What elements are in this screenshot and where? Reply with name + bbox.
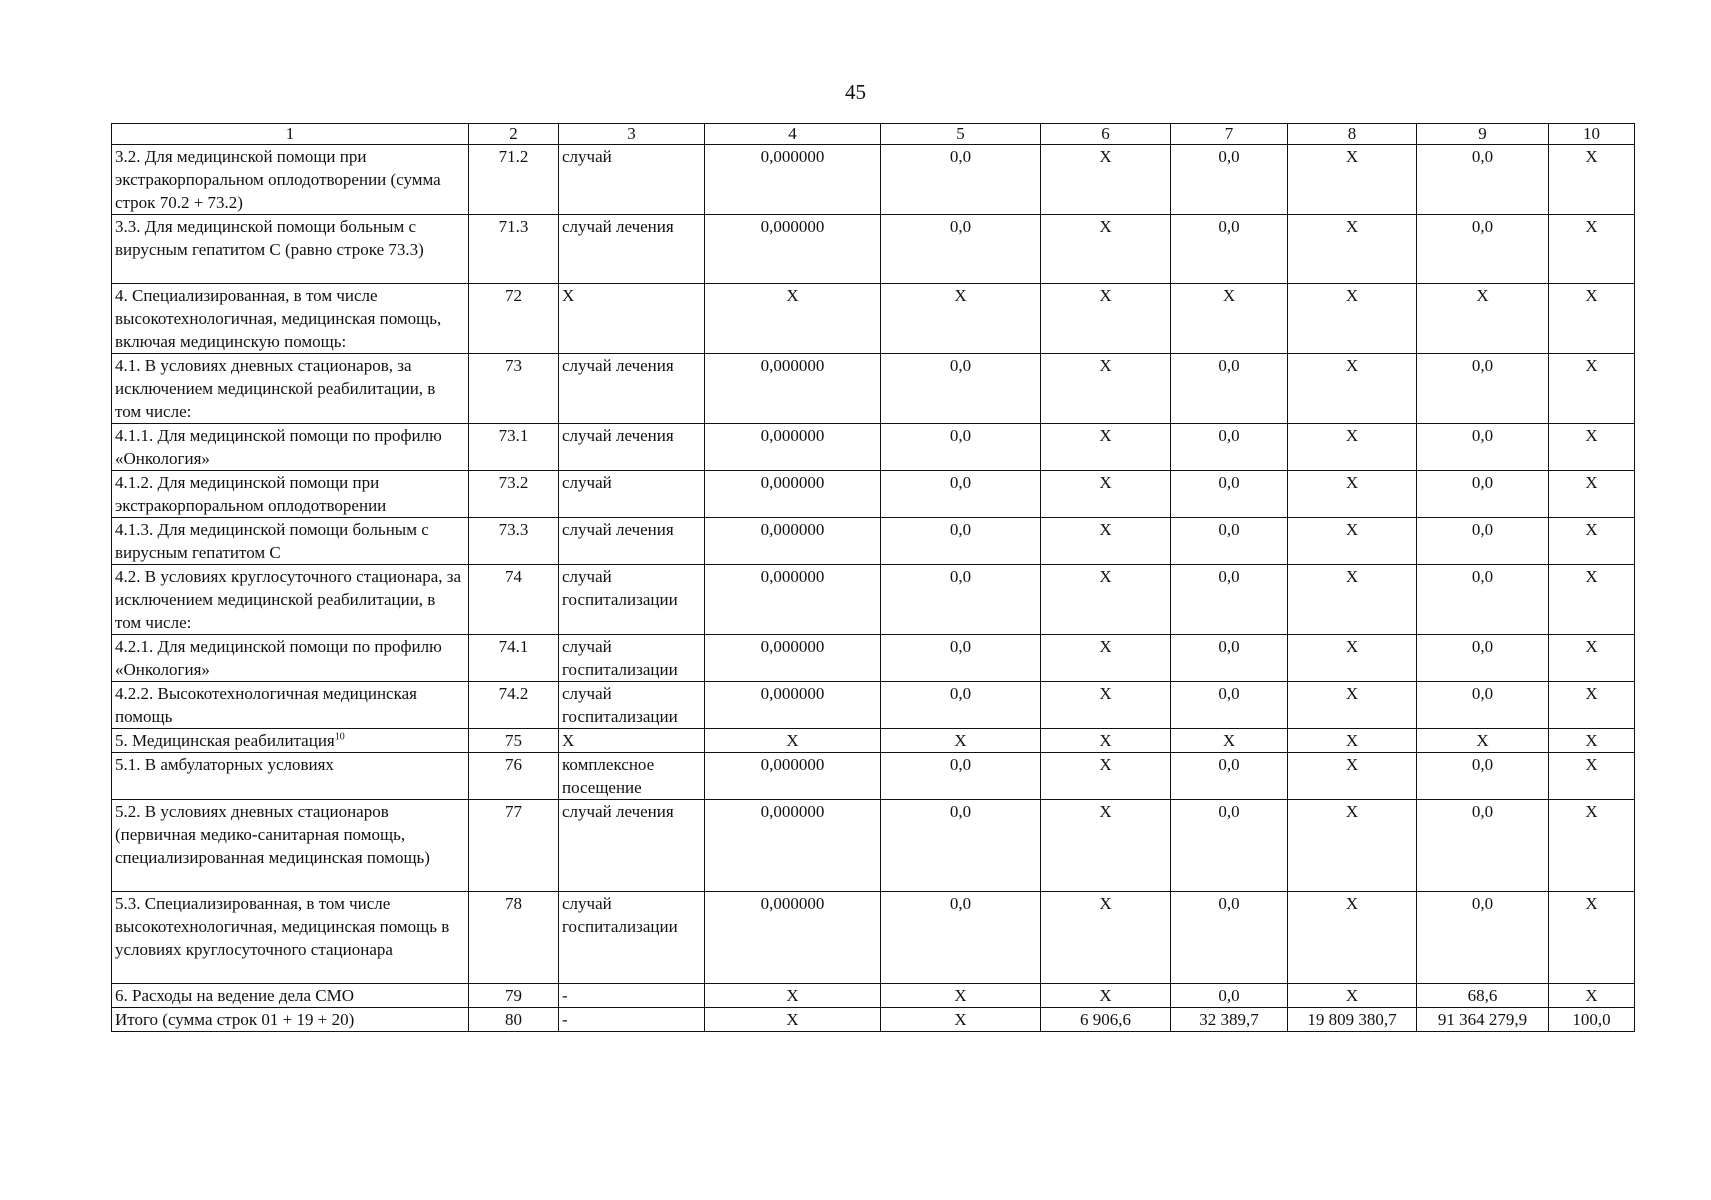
unit-cell: комплексное посещение [559, 753, 705, 800]
row-name-cell [112, 984, 469, 1008]
col7-cell: 0,0 [1171, 424, 1288, 471]
col5-cell: X [881, 1008, 1041, 1032]
col5-cell: 0,0 [881, 471, 1041, 518]
unit-cell: случай лечения [559, 518, 705, 565]
col4-cell: 0,000000 [705, 145, 881, 215]
row-name-text: 4.1.3. Для медицинской помощи больным с вирусным гепатитом С [115, 520, 429, 562]
row-number-cell: 80 [469, 1008, 559, 1032]
col10-cell: X [1549, 565, 1635, 635]
col7-cell: X [1171, 284, 1288, 354]
col5-cell: 0,0 [881, 682, 1041, 729]
col10-cell: X [1549, 729, 1635, 753]
col10-cell: X [1549, 635, 1635, 682]
col4-cell: X [705, 729, 881, 753]
col4-cell: 0,000000 [705, 424, 881, 471]
col10-cell: X [1549, 800, 1635, 892]
col9-cell: X [1417, 729, 1549, 753]
col7-cell: 0,0 [1171, 753, 1288, 800]
col8-cell: X [1288, 284, 1417, 354]
col8-cell: X [1288, 753, 1417, 800]
table-row [112, 471, 1635, 518]
table-row [112, 1008, 1635, 1032]
col8-cell: X [1288, 145, 1417, 215]
row-name-cell [112, 1008, 469, 1032]
col5-cell: 0,0 [881, 145, 1041, 215]
col9-cell: 0,0 [1417, 635, 1549, 682]
col10-cell: X [1549, 215, 1635, 284]
col8-cell: X [1288, 635, 1417, 682]
col6-cell: X [1041, 984, 1171, 1008]
col8-cell: 19 809 380,7 [1288, 1008, 1417, 1032]
col7-cell: 0,0 [1171, 682, 1288, 729]
col10-cell: X [1549, 145, 1635, 215]
col9-cell: 0,0 [1417, 424, 1549, 471]
row-name-text: 5.1. В амбулаторных условиях [115, 755, 334, 774]
col8-cell: X [1288, 984, 1417, 1008]
col9-cell: 0,0 [1417, 892, 1549, 984]
row-number-cell: 74.1 [469, 635, 559, 682]
table-row [112, 800, 1635, 892]
col8-cell: X [1288, 892, 1417, 984]
table-body [112, 124, 1635, 1032]
row-number-cell: 75 [469, 729, 559, 753]
col7-cell: 0,0 [1171, 984, 1288, 1008]
col5-cell: X [881, 284, 1041, 354]
col4-cell: 0,000000 [705, 682, 881, 729]
column-number-cell: 2 [469, 124, 559, 145]
col10-cell: X [1549, 518, 1635, 565]
unit-cell: случай лечения [559, 800, 705, 892]
col8-cell: X [1288, 518, 1417, 565]
unit-cell: случай лечения [559, 354, 705, 424]
col9-cell: 0,0 [1417, 682, 1549, 729]
col5-cell: 0,0 [881, 635, 1041, 682]
col9-cell: 0,0 [1417, 753, 1549, 800]
row-name-cell [112, 729, 469, 753]
col10-cell: X [1549, 471, 1635, 518]
col6-cell: X [1041, 215, 1171, 284]
col6-cell: X [1041, 518, 1171, 565]
col9-cell: 91 364 279,9 [1417, 1008, 1549, 1032]
table-row [112, 984, 1635, 1008]
col10-cell: X [1549, 984, 1635, 1008]
column-number-cell: 8 [1288, 124, 1417, 145]
col9-cell: 0,0 [1417, 565, 1549, 635]
col6-cell: X [1041, 682, 1171, 729]
col7-cell: 0,0 [1171, 145, 1288, 215]
row-name-cell [112, 284, 469, 354]
row-number-cell: 73 [469, 354, 559, 424]
row-name-text: 5. Медицинская реабилитация [115, 731, 335, 750]
col8-cell: X [1288, 682, 1417, 729]
row-number-cell: 77 [469, 800, 559, 892]
col6-cell: X [1041, 565, 1171, 635]
row-name-cell [112, 518, 469, 565]
table-row [112, 892, 1635, 984]
col5-cell: 0,0 [881, 753, 1041, 800]
col9-cell: 0,0 [1417, 518, 1549, 565]
row-name-text: 5.3. Специализированная, в том числе высокотехнологичная, медицинская помощь в условиях круглосуточного стационара [115, 894, 450, 959]
row-number-cell: 72 [469, 284, 559, 354]
row-number-cell: 73.3 [469, 518, 559, 565]
unit-cell: X [559, 284, 705, 354]
col9-cell: 0,0 [1417, 145, 1549, 215]
col8-cell: X [1288, 215, 1417, 284]
col5-cell: X [881, 729, 1041, 753]
col4-cell: 0,000000 [705, 635, 881, 682]
row-number-cell: 71.3 [469, 215, 559, 284]
row-name-cell [112, 682, 469, 729]
column-number-cell: 9 [1417, 124, 1549, 145]
table-row [112, 518, 1635, 565]
column-number-cell: 10 [1549, 124, 1635, 145]
unit-cell: случай [559, 471, 705, 518]
col7-cell: 0,0 [1171, 215, 1288, 284]
row-number-cell: 73.2 [469, 471, 559, 518]
col7-cell: 0,0 [1171, 354, 1288, 424]
unit-cell: случай госпитализации [559, 682, 705, 729]
col9-cell: 0,0 [1417, 800, 1549, 892]
col4-cell: 0,000000 [705, 800, 881, 892]
table-row [112, 215, 1635, 284]
col6-cell: X [1041, 145, 1171, 215]
col8-cell: X [1288, 471, 1417, 518]
column-number-cell: 4 [705, 124, 881, 145]
col10-cell: X [1549, 682, 1635, 729]
row-name-cell [112, 145, 469, 215]
col6-cell: X [1041, 424, 1171, 471]
row-name-cell [112, 565, 469, 635]
col8-cell: X [1288, 800, 1417, 892]
col9-cell: 0,0 [1417, 354, 1549, 424]
col8-cell: X [1288, 729, 1417, 753]
row-name-text: 6. Расходы на ведение дела СМО [115, 986, 355, 1005]
row-name-cell [112, 635, 469, 682]
col6-cell: X [1041, 753, 1171, 800]
unit-cell: - [559, 1008, 705, 1032]
col5-cell: X [881, 984, 1041, 1008]
col10-cell: 100,0 [1549, 1008, 1635, 1032]
row-name-cell [112, 892, 469, 984]
col6-cell: X [1041, 635, 1171, 682]
unit-cell: случай госпитализации [559, 892, 705, 984]
col7-cell: 0,0 [1171, 565, 1288, 635]
col4-cell: 0,000000 [705, 892, 881, 984]
col7-cell: 32 389,7 [1171, 1008, 1288, 1032]
row-name-text: 4.2.1. Для медицинской помощи по профилю «Онкология» [115, 637, 442, 679]
row-name-text: 3.3. Для медицинской помощи больным с вирусным гепатитом С (равно строке 73.3) [115, 217, 424, 259]
unit-cell: случай [559, 145, 705, 215]
row-name-text: 4.2.2. Высокотехнологичная медицинская помощь [115, 684, 417, 726]
col9-cell: 0,0 [1417, 215, 1549, 284]
table-row [112, 682, 1635, 729]
row-name-text: 4. Специализированная, в том числе высокотехнологичная, медицинская помощь, включая медицинскую помощь: [115, 286, 442, 351]
unit-cell: случай лечения [559, 215, 705, 284]
col4-cell: 0,000000 [705, 471, 881, 518]
row-number-cell: 79 [469, 984, 559, 1008]
col4-cell: X [705, 1008, 881, 1032]
column-number-cell: 3 [559, 124, 705, 145]
table-row [112, 753, 1635, 800]
col5-cell: 0,0 [881, 892, 1041, 984]
col10-cell: X [1549, 424, 1635, 471]
table-row [112, 284, 1635, 354]
row-number-cell: 74.2 [469, 682, 559, 729]
row-name-cell [112, 354, 469, 424]
table-row [112, 565, 1635, 635]
col6-cell: X [1041, 471, 1171, 518]
row-number-cell: 76 [469, 753, 559, 800]
row-number-cell: 74 [469, 565, 559, 635]
row-name-text: 4.1.1. Для медицинской помощи по профилю «Онкология» [115, 426, 442, 468]
row-name-cell [112, 753, 469, 800]
col6-cell: X [1041, 354, 1171, 424]
col6-cell: 6 906,6 [1041, 1008, 1171, 1032]
unit-cell: случай госпитализации [559, 565, 705, 635]
table-row [112, 729, 1635, 753]
col5-cell: 0,0 [881, 215, 1041, 284]
col8-cell: X [1288, 424, 1417, 471]
unit-cell: случай лечения [559, 424, 705, 471]
row-number-cell: 71.2 [469, 145, 559, 215]
col6-cell: X [1041, 284, 1171, 354]
col7-cell: 0,0 [1171, 471, 1288, 518]
page-number: 45 [845, 80, 866, 104]
col6-cell: X [1041, 729, 1171, 753]
col6-cell: X [1041, 800, 1171, 892]
col4-cell: 0,000000 [705, 215, 881, 284]
col4-cell: 0,000000 [705, 354, 881, 424]
row-name-text: 5.2. В условиях дневных стационаров (первичная медико-санитарная помощь, специализированная медицинская помощь) [115, 802, 430, 867]
col4-cell: 0,000000 [705, 565, 881, 635]
col5-cell: 0,0 [881, 518, 1041, 565]
table-row [112, 424, 1635, 471]
unit-cell: - [559, 984, 705, 1008]
row-name-text: Итого (сумма строк 01 + 19 + 20) [115, 1010, 355, 1029]
col4-cell: 0,000000 [705, 753, 881, 800]
col4-cell: X [705, 284, 881, 354]
col10-cell: X [1549, 354, 1635, 424]
row-name-text: 3.2. Для медицинской помощи при экстракорпоральном оплодотворении (сумма строк 70.2 + 73.2) [115, 147, 441, 212]
col8-cell: X [1288, 565, 1417, 635]
table-row [112, 145, 1635, 215]
col5-cell: 0,0 [881, 354, 1041, 424]
row-name-cell [112, 424, 469, 471]
col8-cell: X [1288, 354, 1417, 424]
row-name-text: 4.2. В условиях круглосуточного стационара, за исключением медицинской реабилитации, в том числе: [115, 567, 462, 632]
col7-cell: X [1171, 729, 1288, 753]
column-number-cell: 5 [881, 124, 1041, 145]
data-table [111, 123, 1635, 1032]
row-name-cell [112, 215, 469, 284]
col9-cell: X [1417, 284, 1549, 354]
col7-cell: 0,0 [1171, 892, 1288, 984]
row-name-text: 4.1.2. Для медицинской помощи при экстракорпоральном оплодотворении [115, 473, 387, 515]
footnote-mark: 10 [334, 731, 345, 743]
col7-cell: 0,0 [1171, 800, 1288, 892]
col4-cell: X [705, 984, 881, 1008]
unit-cell: случай госпитализации [559, 635, 705, 682]
col7-cell: 0,0 [1171, 635, 1288, 682]
column-number-cell: 7 [1171, 124, 1288, 145]
unit-cell: X [559, 729, 705, 753]
col5-cell: 0,0 [881, 800, 1041, 892]
column-number-cell: 6 [1041, 124, 1171, 145]
column-number-row [112, 124, 1635, 145]
column-number-cell: 1 [112, 124, 469, 145]
row-name-text: 4.1. В условиях дневных стационаров, за исключением медицинской реабилитации, в том числе: [115, 356, 436, 421]
row-number-cell: 78 [469, 892, 559, 984]
col4-cell: 0,000000 [705, 518, 881, 565]
row-number-cell: 73.1 [469, 424, 559, 471]
col6-cell: X [1041, 892, 1171, 984]
col10-cell: X [1549, 753, 1635, 800]
col10-cell: X [1549, 284, 1635, 354]
col5-cell: 0,0 [881, 424, 1041, 471]
row-name-cell [112, 471, 469, 518]
col9-cell: 0,0 [1417, 471, 1549, 518]
col9-cell: 68,6 [1417, 984, 1549, 1008]
col10-cell: X [1549, 892, 1635, 984]
col5-cell: 0,0 [881, 565, 1041, 635]
col7-cell: 0,0 [1171, 518, 1288, 565]
table-row [112, 635, 1635, 682]
row-name-cell [112, 800, 469, 892]
table-row [112, 354, 1635, 424]
